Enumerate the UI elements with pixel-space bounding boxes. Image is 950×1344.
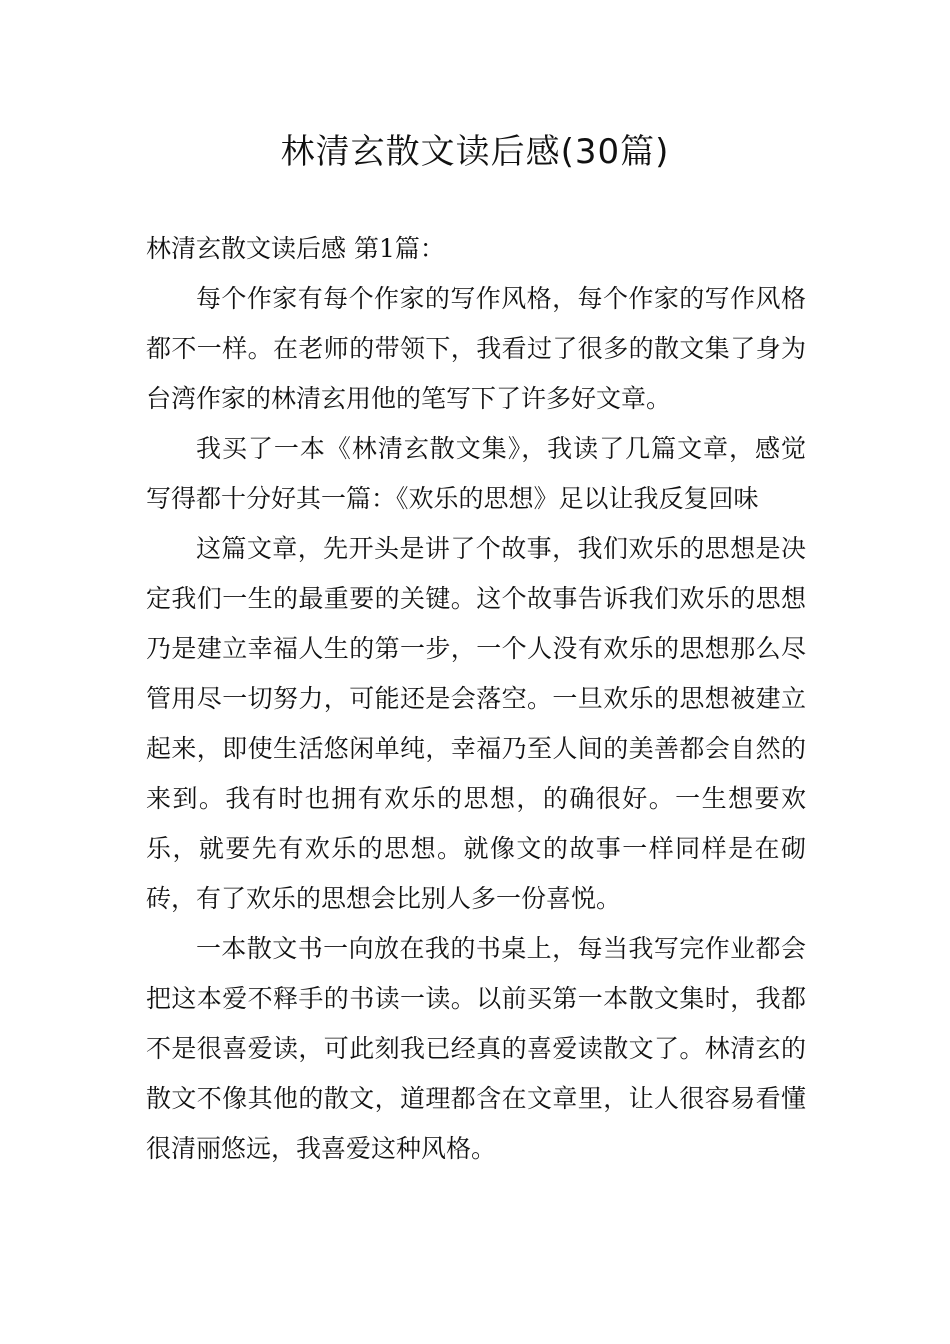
paragraph-3: 这篇文章，先开头是讲了个故事，我们欢乐的思想是决定我们一生的最重要的关键。这个故事告诉我们欢乐的思想乃是建立幸福人生的第一步，一个人没有欢乐的思想那么尽管用尽一切努力，可能还是会落空。一旦欢乐的思想被建立起来，即使生活悠闲单纯，幸福乃至人间的美善都会自然的来到。我有时也拥有欢乐的思想，的确很好。一生想要欢乐，就要先有欢乐的思想。就像文的故事一样同样是在砌砖，有了欢乐的思想会比别人多一份喜悦。 [146, 534, 806, 913]
paragraph-2: 我买了一本《林清玄散文集》，我读了几篇文章，感觉写得都十分好其一篇：《欢乐的思想》足以让我反复回味 [146, 434, 806, 513]
paragraph-4: 一本散文书一向放在我的书桌上，每当我写完作业都会把这本爱不释手的书读一读。以前买第一本散文集时，我都不是很喜爱读，可此刻我已经真的喜爱读散文了。林清玄的散文不像其他的散文，道理都含在文章里，让人很容易看懂很清丽悠远，我喜爱这种风格。 [146, 934, 806, 1163]
document-title: 林清玄散文读后感(30篇) [280, 132, 670, 172]
section-heading: 林清玄散文读后感 第1篇： [146, 234, 445, 263]
paragraph-1: 每个作家有每个作家的写作风格，每个作家的写作风格都不一样。在老师的带领下，我看过了很多的散文集了身为台湾作家的林清玄用他的笔写下了许多好文章。 [146, 284, 806, 413]
document-body [146, 224, 806, 1174]
